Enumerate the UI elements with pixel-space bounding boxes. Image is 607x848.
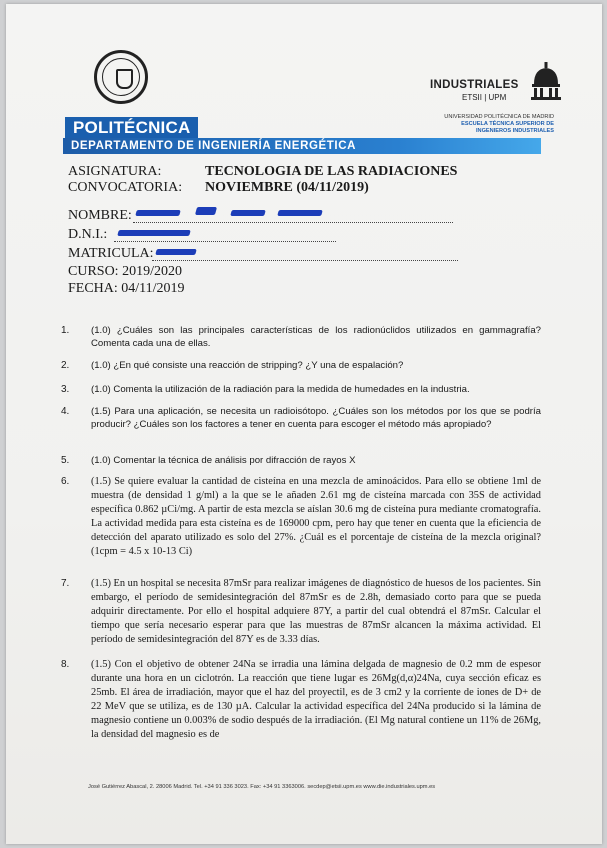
redaction-mark xyxy=(117,230,191,236)
redaction-mark xyxy=(277,210,323,216)
nombre-line xyxy=(133,222,453,223)
fecha: FECHA: 04/11/2019 xyxy=(68,281,185,296)
footer-address: José Gutiérrez Abascal, 2. 28006 Madrid. Tel. +34 91 336 3023. Fax: +34 91 3363006. secdep@etsii.upm.es www.die.industriales.upm.es xyxy=(88,784,436,790)
department-banner: DEPARTAMENTO DE INGENIERÍA ENERGÉTICA xyxy=(63,138,541,154)
asignatura-label: ASIGNATURA: xyxy=(68,164,162,179)
redaction-mark xyxy=(135,210,181,216)
matricula-label: MATRICULA: xyxy=(68,246,154,261)
question-5: 5. (1.0) Comentar la técnica de análisis por difracción de rayos X xyxy=(61,455,356,466)
redaction-mark xyxy=(155,249,197,255)
dni-label: D.N.I.: xyxy=(68,227,108,242)
matricula-line xyxy=(152,260,458,261)
exam-sheet xyxy=(6,4,602,844)
question-3: 3. (1.0) Comenta la utilización de la radiación para la medida de humedades en la industria. xyxy=(61,384,470,395)
nombre-label: NOMBRE: xyxy=(68,208,132,223)
university-seal-icon xyxy=(94,50,148,104)
asignatura-value: TECNOLOGIA DE LAS RADIACIONES xyxy=(205,164,458,179)
redaction-mark xyxy=(230,210,266,216)
dni-line xyxy=(114,241,336,242)
industriales-logo xyxy=(430,62,566,108)
question-1: 1. (1.0) ¿Cuáles son las principales características de los radionúclidos utilizados en gammagrafía? Comenta cada una de ellas. xyxy=(61,325,541,349)
question-6: 6. (1.5) Se quiere evaluar la cantidad de cisteína en una mezcla de aminoácidos. Para ello se obtiene 1ml de muestra (de densidad 1 g/ml) a la que se le añaden 2.61 mg de cisteína marcada con 35S de actividad específica 0.862 µCi/mg. A partir de esta mezcla se aíslan 30.6 mg de cisteína pura mediante cromatografía. La actividad medida para esta cisteína es de 169000 cpm, pero hay que tener en cuenta que la eficiencia de detección del aparato utilizado es solo del 27%. ¿Cuál es el porcentaje de cisteína de la mezcla original? (1cpm = 4.5 x 10-13 Ci) xyxy=(61,476,541,557)
convocatoria-value: NOVIEMBRE (04/11/2019) xyxy=(205,180,369,195)
politecnica-logo: POLITÉCNICA xyxy=(65,117,198,138)
question-8: 8. (1.5) Con el objetivo de obtener 24Na se irradia una lámina delgada de magnesio de 0.2 mm de espesor durante una hora en un ciclotrón. La reacción que tiene lugar es 26Mg(d,α)24Na, cuya sección eficaz es 25mb. El área de irradiación, mayor que el haz del proyectil, es de 3 cm2 y la corriente de iones de D+ de 22 MeV que se utiliza, es de 130 µA. Calcular la actividad específica del 24Na producido si la lámina de magnesio contiene un 0.003% de sodio después de la irradiación. (El Mg natural contiene un 11% de 26Mg, la densidad del magnesio es de xyxy=(61,659,541,740)
dome-icon xyxy=(530,62,562,100)
redaction-mark xyxy=(195,207,217,215)
question-2: 2. (1.0) ¿En qué consiste una reacción de stripping? ¿Y una de espalación? xyxy=(61,360,404,371)
curso: CURSO: 2019/2020 xyxy=(68,264,182,279)
industriales-name: INDUSTRIALES xyxy=(430,79,519,91)
question-7: 7. (1.5) En un hospital se necesita 87mSr para realizar imágenes de diagnóstico de huesos de los pacientes. Sin embargo, el período de semidesintegración del 87mSr es de 2.8h, demasiado corto para que se pueda adquirir directamente. Por ello el hospital adquiere 87Y, a partir del cual obtendrá el 87mSr. Calcular el tiempo que sería necesario esperar para que las muestras de 87mSr alcancen la máxima actividad. El período de semidesintegración del 87Y es de 3.33 días. xyxy=(61,578,541,645)
etsii-upm: ETSII | UPM xyxy=(462,93,507,102)
question-4: 4. (1.5) Para una aplicación, se necesita un radioisótopo. ¿Cuáles son los métodos por los que se podría producir? ¿Cuáles son los factores a tener en cuenta para escoger el método más apropiado? xyxy=(61,406,541,430)
convocatoria-label: CONVOCATORIA: xyxy=(68,180,183,195)
university-lines: UNIVERSIDAD POLITÉCNICA DE MADRID ESCUELA TÉCNICA SUPERIOR DE INGENIEROS INDUSTRIALES xyxy=(444,114,554,134)
